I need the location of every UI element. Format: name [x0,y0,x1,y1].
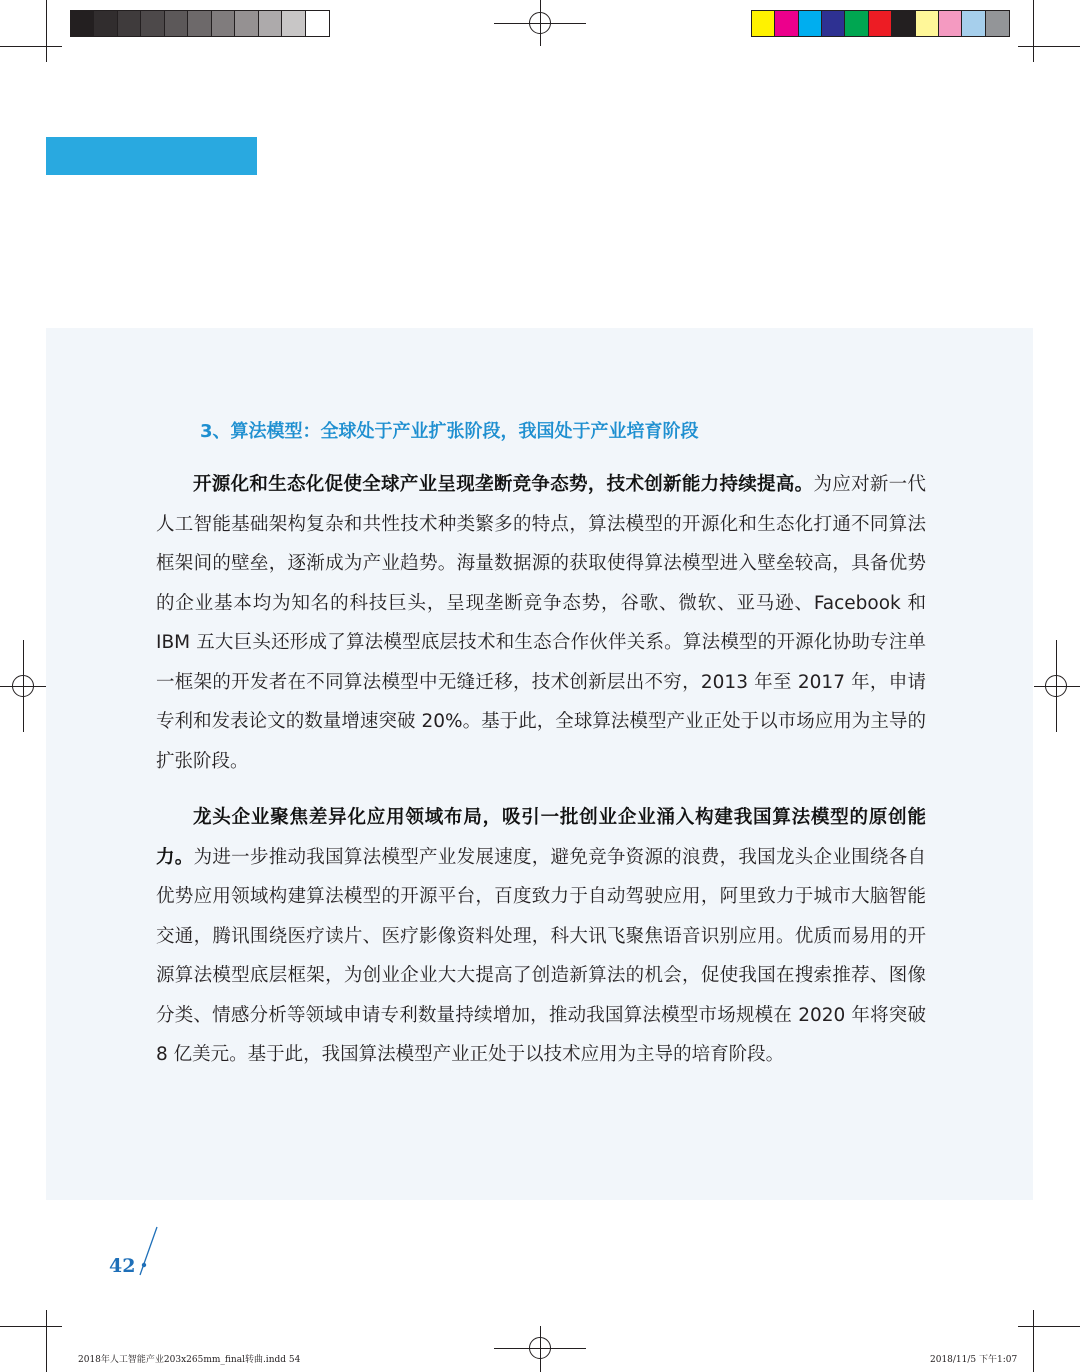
color-swatch [892,11,915,36]
color-swatch [986,11,1009,36]
paragraph-2-lead: 龙头企业聚焦差异化应用领域布局，吸引一批创业企业涌入构建我国算法模型的原创能力。 [156,807,926,868]
color-swatch [118,11,141,36]
color-swatch [962,11,985,36]
color-swatch [752,11,775,36]
color-swatch [188,11,211,36]
registration-circle [529,12,551,34]
paragraph-2 [156,798,926,1075]
color-swatch [845,11,868,36]
registration-circle [12,675,34,697]
footer-file-info: 2018年人工智能产业203x265mm_final转曲.indd 54 [78,1355,301,1365]
grayscale-swatch-strip [70,10,330,37]
paragraph-2-body: 为进一步推动我国算法模型产业发展速度，避免竞争资源的浪费，我国龙头企业围绕各自优势应用领域构建算法模型的开源平台，百度致力于自动驾驶应用，阿里致力于城市大脑智能交通，腾讯围绕医疗读片、医疗影像资料处理，科大讯飞聚焦语音识别应用。优质而易用的开源算法模型底层框架，为创业企业大大提高了创造新算法的机会，促使我国在搜索推荐、图像分类、情感分析等领域申请专利数量持续增加，推动我国算法模型市场规模在 2020 年将突破 8 亿美元。基于此，我国算法模型产业正处于以技术应用为主导的培育阶段。 [156,846,926,1065]
color-swatch [869,11,892,36]
footer-timestamp: 2018/11/5 下午1:07 [930,1355,1018,1365]
color-swatch [306,11,329,36]
registration-circle [529,1337,551,1359]
color-swatch [799,11,822,36]
color-swatch [165,11,188,36]
color-swatch [775,11,798,36]
section-title: 3、算法模型：全球处于产业扩张阶段，我国处于产业培育阶段 [200,421,699,442]
paragraph-1-body: 为应对新一代人工智能基础架构复杂和共性技术种类繁多的特点，算法模型的开源化和生态化打通不同算法框架间的壁垒，逐渐成为产业趋势。海量数据源的获取使得算法模型进入壁垒较高，具备优势的企业基本均为知名的科技巨头，呈现垄断竞争态势，谷歌、微软、亚马逊、Facebook 和 IBM 五大巨头还形成了算法模型底层技术和生态合作伙伴关系。算法模型的开源化协助专注单一框架的开发者在不同算法模型中无缝迁移，技术创新层出不穷，2013 年至 2017 年，申请专利和发表论文的数量增速突破 20%。基于此，全球算法模型产业正处于以市场应用为主导的扩张阶段。 [156,474,926,772]
color-swatch [822,11,845,36]
color-swatch-strip [751,10,1010,37]
paragraph-1-lead: 开源化和生态化促使全球产业呈现垄断竞争态势，技术创新能力持续提高。 [193,474,814,495]
color-swatch [916,11,939,36]
color-swatch [259,11,282,36]
paragraph-1 [156,465,926,781]
page-number-slash-icon [132,1225,162,1280]
color-swatch [94,11,117,36]
crop-mark [1018,46,1080,47]
registration-circle [1045,675,1067,697]
crop-mark [1033,0,1034,62]
color-swatch [282,11,305,36]
crop-mark [0,46,62,47]
page-number: 42 [109,1255,136,1277]
crop-mark [1033,1310,1034,1372]
section-header-bar [46,137,257,175]
color-swatch [939,11,962,36]
color-swatch [141,11,164,36]
color-swatch [212,11,235,36]
crop-mark [46,0,47,62]
crop-mark [1018,1326,1080,1327]
color-swatch [235,11,258,36]
color-swatch [71,11,94,36]
crop-mark [0,1326,62,1327]
crop-mark [46,1310,47,1372]
